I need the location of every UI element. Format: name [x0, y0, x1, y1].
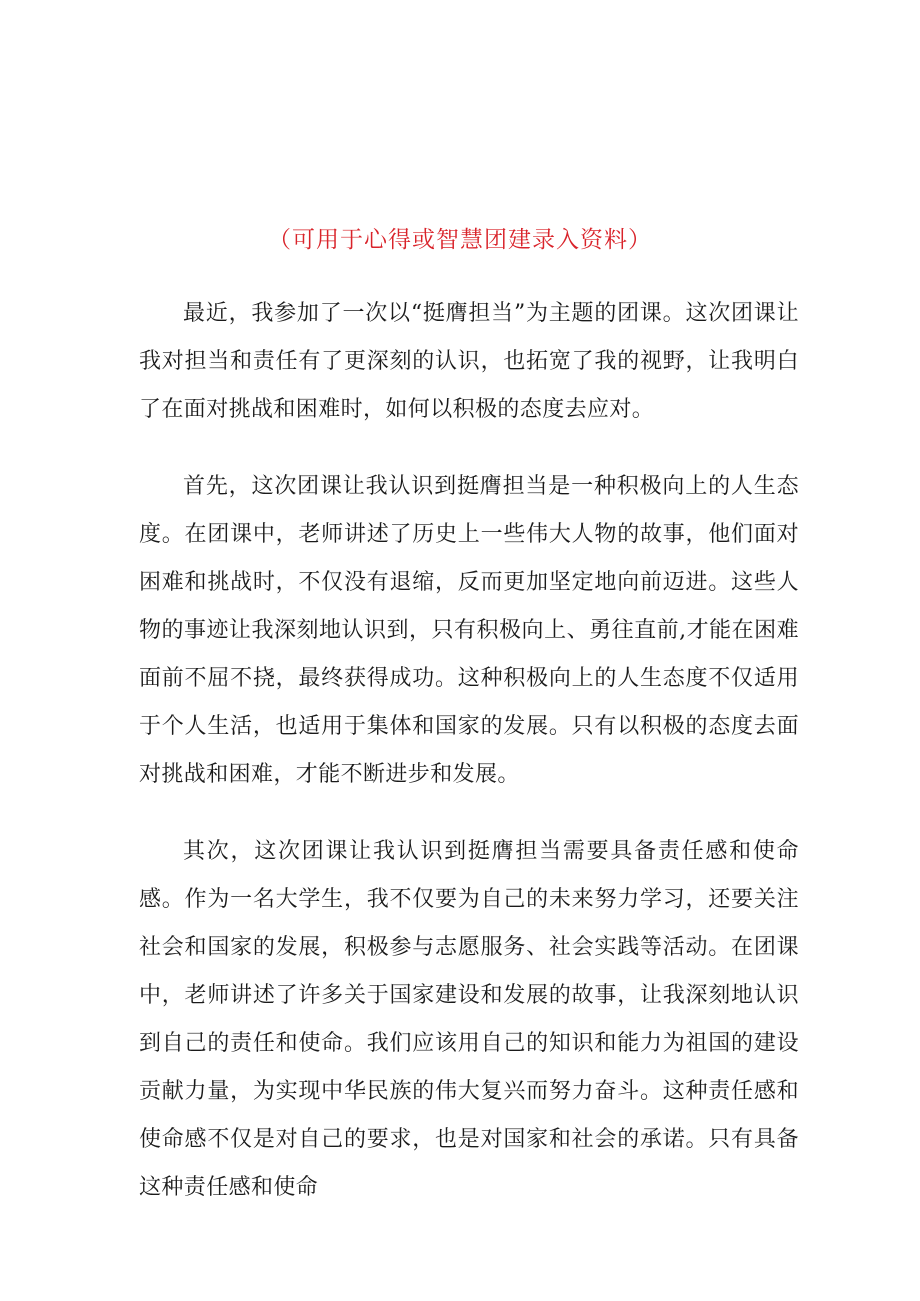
- document-body: [139, 290, 799, 1241]
- paragraph-second-point: 其次，这次团课让我认识到挺膺担当需要具备责任感和使命感。作为一名大学生，我不仅要为自己的未来努力学习，还要关注社会和国家的发展，积极参与志愿服务、社会实践等活动。在团课中，老师讲述了许多关于国家建设和发展的故事，让我深刻地认识到自己的责任和使命。我们应该用自己的知识和能力为祖国的建设贡献力量，为实现中华民族的伟大复兴而努力奋斗。这种责任感和使命感不仅是对自己的要求，也是对国家和社会的承诺。只有具备这种责任感和使命: [139, 839, 799, 1200]
- document-subtitle: （可用于心得或智慧团建录入资料）: [268, 227, 652, 253]
- paragraph-first-point: 首先，这次团课让我认识到挺膺担当是一种积极向上的人生态度。在团课中，老师讲述了历史上一些伟大人物的故事，他们面对困难和挑战时，不仅没有退缩，反而更加坚定地向前迈进。这些人物的事迹让我深刻地认识到，只有积极向上、勇往直前,才能在困难面前不屈不挠，最终获得成功。这种积极向上的人生态度不仅适用于个人生活，也适用于集体和国家的发展。只有以积极的态度去面对挑战和困难，才能不断进步和发展。: [139, 474, 799, 787]
- paragraph-intro: 最近，我参加了一次以“挺膺担当”为主题的团课。这次团课让我对担当和责任有了更深刻的认识，也拓宽了我的视野，让我明白了在面对挑战和困难时，如何以积极的态度去应对。: [139, 301, 799, 422]
